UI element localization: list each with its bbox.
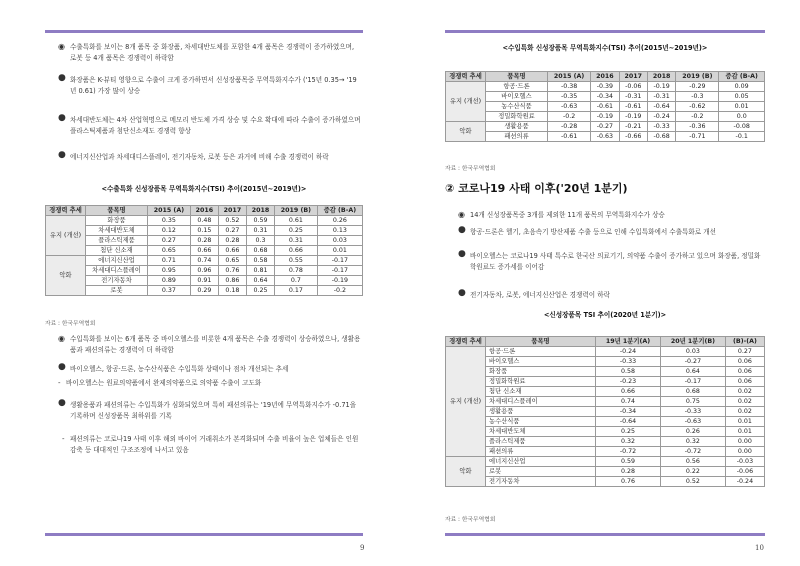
value-cell: -0.17 (317, 256, 362, 266)
dot-bullet-icon: ● (458, 288, 466, 298)
export-tsi-table: 경쟁력 추세 품목명 2015 (A) 2016 2017 2018 2019 (B) 증감 (B-A) 유지 (개선) 화장품 0.35 0.48 0.52 0.59 0.61 0.26 차세대반도체 0.12 0.15 0.27 0.31 0.25 0.13 플라스틱제품 0.27 0.28 0.28 0.3 0.31 0.03 첨단 신소재 0.65 0.66 0.66 0.68 0.66 0.01 악화 에너지신산업 0.71 0.74 0.65 0.58 0.55 -0.17 차세대디스플레이 0.95 0.96 0.76 0.81 0.78 -0.17 전기자동차 0.89 0.91 0.86 0.64 0.7 -0.19 로봇 0.37 0.29 0.18 0.25 0.17 -0.2 (45, 205, 363, 296)
item-name-cell: 농수산식품 (486, 102, 548, 112)
table-row (446, 447, 765, 457)
value-cell: 0.02 (725, 407, 764, 417)
item-name-cell: 전기자동차 (86, 276, 148, 286)
value-cell: 0.05 (719, 92, 765, 102)
value-cell: 0.76 (596, 477, 661, 487)
value-cell: -0.19 (619, 112, 647, 122)
value-cell: 0.28 (190, 236, 218, 246)
value-cell: 0.81 (246, 266, 274, 276)
value-cell: 0.28 (218, 236, 246, 246)
value-cell: -0.62 (676, 102, 719, 112)
item-name-cell: 차세대반도체 (486, 427, 596, 437)
value-cell: -0.31 (619, 92, 647, 102)
dash-bullet-icon: - (62, 435, 65, 443)
table-row (446, 132, 765, 142)
item-name-cell: 화장품 (86, 216, 148, 226)
value-cell: -0.38 (548, 82, 591, 92)
value-cell: 0.66 (596, 387, 661, 397)
value-cell: 0.64 (246, 276, 274, 286)
dot-bullet-icon: ● (458, 249, 466, 259)
value-cell: 0.78 (275, 266, 318, 276)
value-cell: -0.3 (676, 92, 719, 102)
table-row (446, 102, 765, 112)
value-cell: 0.31 (246, 226, 274, 236)
value-cell: 0.3 (246, 236, 274, 246)
value-cell: -0.08 (719, 122, 765, 132)
value-cell: -0.64 (647, 102, 675, 112)
value-cell: 0.35 (148, 216, 191, 226)
item-name-cell: 바이오헬스 (486, 92, 548, 102)
value-cell: -0.71 (676, 132, 719, 142)
value-cell: 0.03 (317, 236, 362, 246)
table-row (446, 112, 765, 122)
paragraph: ● 에너지신산업과 차세대디스플레이, 전기자동차, 로봇 등은 과거에 비해 수출 경쟁력이 하락 (58, 150, 329, 161)
value-cell: 0.01 (317, 246, 362, 256)
item-name-cell: 에너지신산업 (86, 256, 148, 266)
item-name-cell: 항공·드론 (486, 347, 596, 357)
item-name-cell: 전기자동차 (486, 477, 596, 487)
source-note: 자료 : 한국무역협회 (445, 517, 496, 523)
page-number: 9 (360, 544, 365, 552)
table-row (446, 427, 765, 437)
value-cell: -0.27 (591, 122, 619, 132)
value-cell: -0.2 (548, 112, 591, 122)
value-cell: 0.58 (596, 367, 661, 377)
item-name-cell: 정밀화학원료 (486, 112, 548, 122)
section-heading: ② 코로나19 사태 이후('20년 1분기) (445, 182, 628, 195)
value-cell: -0.1 (719, 132, 765, 142)
table-body (446, 347, 765, 487)
value-cell: 0.96 (190, 266, 218, 276)
value-cell: 0.52 (660, 477, 725, 487)
table-row (446, 377, 765, 387)
value-cell: -0.29 (676, 82, 719, 92)
source-note: 자료 : 한국무역협회 (445, 166, 496, 172)
value-cell: 0.15 (190, 226, 218, 236)
value-cell: 0.74 (596, 397, 661, 407)
item-name-cell: 플라스틱제품 (486, 437, 596, 447)
value-cell: 0.02 (725, 387, 764, 397)
value-cell: 0.65 (218, 256, 246, 266)
value-cell: -0.03 (725, 457, 764, 467)
value-cell: -0.19 (591, 112, 619, 122)
paragraph: ● 바이오헬스, 항공·드론, 농수산식품은 수입특화 상태이나 점차 개선되는 추세 (58, 362, 289, 373)
value-cell: -0.66 (619, 132, 647, 142)
value-cell: 0.0 (719, 112, 765, 122)
value-cell: -0.21 (619, 122, 647, 132)
table-row (446, 347, 765, 357)
value-cell: 0.09 (719, 82, 765, 92)
value-cell: 0.55 (275, 256, 318, 266)
table-body (446, 82, 765, 142)
value-cell: -0.61 (548, 132, 591, 142)
item-name-cell: 패션의류 (486, 447, 596, 457)
value-cell: 0.37 (148, 286, 191, 296)
value-cell: 0.00 (725, 437, 764, 447)
table-row (446, 417, 765, 427)
value-cell: 0.06 (725, 367, 764, 377)
group-label: 악화 (446, 457, 486, 487)
value-cell: 0.65 (148, 246, 191, 256)
item-name-cell: 로봇 (486, 467, 596, 477)
value-cell: -0.17 (317, 266, 362, 276)
item-name-cell: 플라스틱제품 (86, 236, 148, 246)
value-cell: -0.31 (647, 92, 675, 102)
value-cell: 0.74 (190, 256, 218, 266)
value-cell: -0.17 (660, 377, 725, 387)
value-cell: -0.24 (596, 347, 661, 357)
dot-bullet-icon: ● (58, 150, 66, 160)
value-cell: 0.26 (317, 216, 362, 226)
dot-bullet-icon: ● (58, 113, 66, 123)
bottom-rule (445, 533, 765, 536)
value-cell: -0.34 (591, 92, 619, 102)
dot-bullet-icon: ● (458, 225, 466, 235)
value-cell: -0.06 (619, 82, 647, 92)
source-note: 자료 : 한국무역협회 (45, 321, 96, 327)
value-cell: -0.35 (548, 92, 591, 102)
value-cell: 0.68 (246, 246, 274, 256)
item-name-cell: 항공·드론 (486, 82, 548, 92)
tsi-2020q1-table: 경쟁력 추세 품목명 19년 1분기(A) 20년 1분기(B) (B)-(A) 유지 (개선) 항공·드론 -0.24 0.03 0.27 바이오헬스 -0.33 -0.27 0.06 화장품 0.58 0.64 0.06 정밀화학원료 -0.23 -0.17 0.06 첨단 신소재 0.66 0.68 0.02 차세대디스플레이 0.74 0.75 0.02 생활용품 -0.34 -0.33 0.02 농수산식품 -0.64 -0.63 0.01 차세대반도체 0.25 0.26 0.01 플라스틱제품 0.32 0.32 0.00 패션의류 -0.72 -0.72 0.00 악화 에너지신산업 0.59 0.56 -0.03 로봇 0.28 0.22 -0.06 전기자동차 0.76 0.52 -0.24 (445, 336, 765, 487)
value-cell: -0.61 (591, 102, 619, 112)
paragraph: ● 항공·드론은 헬기, 초음속기 방산제품 수출 등으로 인해 수입특화에서 수출특화로 개선 (458, 225, 716, 236)
table-row (46, 286, 363, 296)
item-name-cell: 화장품 (486, 367, 596, 377)
value-cell: -0.28 (548, 122, 591, 132)
value-cell: -0.24 (725, 477, 764, 487)
value-cell: -0.72 (660, 447, 725, 457)
paragraph: ◉ 수출특화를 보이는 8개 품목 중 화장품, 차세대반도체를 포함한 4개 품목은 경쟁력이 증가하였으며, 로봇 등 4개 품목은 경쟁력이 하락함 (58, 42, 355, 62)
item-name-cell: 차세대반도체 (86, 226, 148, 236)
circle-bullet-icon: ◉ (458, 210, 465, 219)
value-cell: -0.23 (596, 377, 661, 387)
value-cell: 0.25 (275, 226, 318, 236)
value-cell: 0.29 (190, 286, 218, 296)
value-cell: 0.95 (148, 266, 191, 276)
item-name-cell: 농수산식품 (486, 417, 596, 427)
paragraph: - 바이오헬스는 원료의약품에서 완제의약품으로 의약품 수출이 고도화 (58, 379, 262, 387)
import-tsi-table: 경쟁력 추세 품목명 2015 (A) 2016 2017 2018 2019 (B) 증감 (B-A) 유지 (개선) 항공·드론 -0.38 -0.39 -0.06 -0.19 -0.29 0.09 바이오헬스 -0.35 -0.34 -0.31 -0.31 -0.3 0.05 농수산식품 -0.63 -0.61 -0.61 -0.64 -0.62 0.01 정밀화학원료 -0.2 -0.19 -0.19 -0.24 -0.2 0.0 악화 생활용품 -0.28 -0.27 -0.21 -0.33 -0.36 -0.08 패션의류 -0.61 -0.63 -0.66 -0.68 -0.71 -0.1 (445, 71, 765, 142)
value-cell: -0.63 (548, 102, 591, 112)
value-cell: 0.01 (719, 102, 765, 112)
value-cell: 0.17 (275, 286, 318, 296)
item-name-cell: 차세대디스플레이 (486, 397, 596, 407)
value-cell: -0.33 (596, 357, 661, 367)
value-cell: 0.59 (246, 216, 274, 226)
table-row (46, 216, 363, 226)
table-body (46, 216, 363, 296)
table-row (46, 256, 363, 266)
top-rule (445, 30, 765, 33)
item-name-cell: 첨단 신소재 (486, 387, 596, 397)
value-cell: 0.02 (725, 397, 764, 407)
value-cell: 0.75 (660, 397, 725, 407)
paragraph: ● 화장품은 K-뷰티 영향으로 수출이 크게 증가하면서 신성장품목중 무역특화지수가 ('15년 0.35→ '19년 0.61) 가장 많이 상승 (58, 73, 357, 95)
value-cell: 0.59 (596, 457, 661, 467)
value-cell: -0.33 (660, 407, 725, 417)
value-cell: 0.89 (148, 276, 191, 286)
value-cell: -0.39 (591, 82, 619, 92)
value-cell: -0.61 (619, 102, 647, 112)
paragraph: ● 전기자동차, 로봇, 에너지신산업은 경쟁력이 하락 (458, 288, 610, 299)
value-cell: 0.00 (725, 447, 764, 457)
value-cell: -0.72 (596, 447, 661, 457)
value-cell: 0.01 (725, 427, 764, 437)
value-cell: 0.25 (246, 286, 274, 296)
paragraph: - 패션의류는 코로나19 사태 이후 해외 바이어 거래취소가 본격화되며 수출 비율이 높은 업체들은 인원 감축 등 대대적인 구조조정에 나서고 있음 (62, 435, 359, 454)
table-row (46, 246, 363, 256)
dot-bullet-icon: ● (58, 362, 66, 372)
dot-bullet-icon: ● (58, 398, 66, 408)
item-name-cell: 에너지신산업 (486, 457, 596, 467)
table-row (46, 276, 363, 286)
value-cell: 0.66 (275, 246, 318, 256)
paragraph: ◉ 수입특화를 보이는 6개 품목 중 바이오헬스를 비롯한 4개 품목은 수출 경쟁력이 상승하였으나, 생활용품과 패션의류는 경쟁력이 더 하락함 (58, 334, 361, 354)
value-cell: -0.68 (647, 132, 675, 142)
page-number: 10 (755, 544, 764, 552)
table-row (446, 437, 765, 447)
value-cell: 0.27 (218, 226, 246, 236)
table-row (446, 457, 765, 467)
value-cell: 0.01 (725, 417, 764, 427)
item-name-cell: 첨단 신소재 (86, 246, 148, 256)
value-cell: 0.58 (246, 256, 274, 266)
value-cell: 0.32 (596, 437, 661, 447)
table-row (446, 387, 765, 397)
item-name-cell: 차세대디스플레이 (86, 266, 148, 276)
value-cell: -0.19 (317, 276, 362, 286)
value-cell: -0.64 (596, 417, 661, 427)
group-label: 악화 (46, 256, 86, 296)
value-cell: 0.66 (218, 246, 246, 256)
group-label: 유지 (개선) (446, 82, 486, 122)
item-name-cell: 패션의류 (486, 132, 548, 142)
dash-bullet-icon: - (58, 379, 61, 387)
table-row (46, 226, 363, 236)
paragraph: ● 생활용품과 패션의류는 수입특화가 심화되었으며 특히 패션의류는 '19년에 무역특화지수가 -0.71을 기록하며 신성장품목 최하위를 기록 (58, 398, 357, 420)
table-row (446, 82, 765, 92)
value-cell: 0.22 (660, 467, 725, 477)
right-page (400, 0, 800, 566)
paragraph: ● 바이오헬스는 코로나19 사태 특수로 한국산 의료기기, 의약품 수출이 증가하고 있으며 화장품, 정밀화학원료도 증가세를 이어감 (458, 249, 761, 271)
group-label: 악화 (446, 122, 486, 142)
table-title: <수입특화 신성장품목 무역특화지수(TSI) 추이(2015년~2019년)> (502, 44, 708, 52)
value-cell: -0.63 (591, 132, 619, 142)
value-cell: 0.64 (660, 367, 725, 377)
value-cell: 0.18 (218, 286, 246, 296)
value-cell: 0.06 (725, 357, 764, 367)
paragraph: ◉ 14개 신성장품목중 3개를 제외한 11개 품목의 무역특화지수가 상승 (458, 210, 665, 219)
value-cell: 0.13 (317, 226, 362, 236)
value-cell: -0.06 (725, 467, 764, 477)
value-cell: 0.48 (190, 216, 218, 226)
item-name-cell: 생활용품 (486, 122, 548, 132)
bottom-rule (45, 533, 363, 536)
paragraph: ● 차세대반도체는 4차 산업혁명으로 메모리 반도체 가격 상승 및 수요 확대에 따라 수출이 증가하였으며 플라스틱제품과 첨단신소재도 경쟁력 향상 (58, 113, 361, 135)
value-cell: 0.66 (190, 246, 218, 256)
value-cell: 0.12 (148, 226, 191, 236)
group-label: 유지 (개선) (46, 216, 86, 256)
circle-bullet-icon: ◉ (58, 334, 65, 343)
table-row (446, 92, 765, 102)
item-name-cell: 정밀화학원료 (486, 377, 596, 387)
table-row (446, 397, 765, 407)
value-cell: 0.68 (660, 387, 725, 397)
value-cell: -0.24 (647, 112, 675, 122)
value-cell: 0.03 (660, 347, 725, 357)
table-title: <수출특화 신성장품목 무역특화지수(TSI) 추이(2015년~2019년)> (101, 185, 307, 193)
table-row (446, 122, 765, 132)
value-cell: 0.27 (725, 347, 764, 357)
value-cell: 0.27 (148, 236, 191, 246)
table-row (446, 357, 765, 367)
value-cell: -0.2 (676, 112, 719, 122)
value-cell: 0.71 (148, 256, 191, 266)
value-cell: 0.56 (660, 457, 725, 467)
value-cell: -0.36 (676, 122, 719, 132)
dot-bullet-icon: ● (58, 73, 66, 83)
value-cell: 0.76 (218, 266, 246, 276)
table-row (446, 367, 765, 377)
value-cell: 0.26 (660, 427, 725, 437)
item-name-cell: 바이오헬스 (486, 357, 596, 367)
value-cell: 0.86 (218, 276, 246, 286)
value-cell: -0.33 (647, 122, 675, 132)
value-cell: 0.61 (275, 216, 318, 226)
table-row (446, 477, 765, 487)
value-cell: 0.52 (218, 216, 246, 226)
value-cell: 0.28 (596, 467, 661, 477)
item-name-cell: 로봇 (86, 286, 148, 296)
table-row (446, 467, 765, 477)
value-cell: -0.34 (596, 407, 661, 417)
table-title: <신성장품목 TSI 추이(2020년 1분기)> (543, 311, 667, 319)
value-cell: -0.63 (660, 417, 725, 427)
circle-bullet-icon: ◉ (58, 42, 65, 51)
value-cell: 0.25 (596, 427, 661, 437)
value-cell: 0.7 (275, 276, 318, 286)
value-cell: 0.91 (190, 276, 218, 286)
value-cell: -0.19 (647, 82, 675, 92)
value-cell: 0.31 (275, 236, 318, 246)
value-cell: -0.2 (317, 286, 362, 296)
value-cell: -0.27 (660, 357, 725, 367)
group-label: 유지 (개선) (446, 347, 486, 457)
value-cell: 0.32 (660, 437, 725, 447)
value-cell: 0.06 (725, 377, 764, 387)
table-row (46, 266, 363, 276)
table-row (446, 407, 765, 417)
table-row (46, 236, 363, 246)
item-name-cell: 생활용품 (486, 407, 596, 417)
top-rule (45, 30, 363, 33)
